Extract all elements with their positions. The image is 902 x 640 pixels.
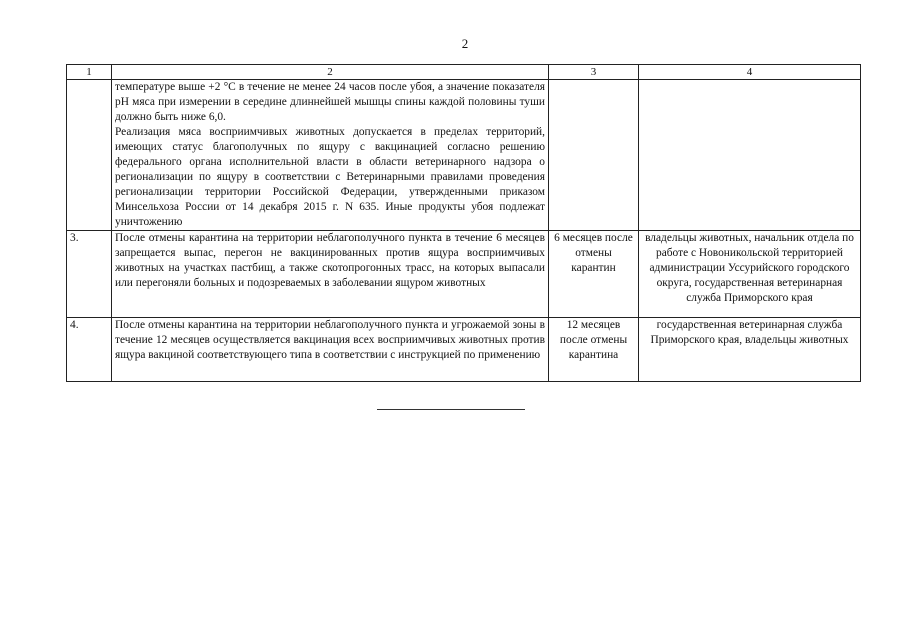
column-header-2: 2 xyxy=(112,65,549,80)
table-header-row xyxy=(67,65,861,80)
term-cell: 6 месяцев после отмены карантин xyxy=(549,231,639,318)
table-row xyxy=(67,318,861,382)
closing-rule xyxy=(377,409,525,410)
page-number: 2 xyxy=(461,36,469,51)
column-header-1: 1 xyxy=(67,65,112,80)
row-number xyxy=(67,80,112,231)
responsible-cell xyxy=(639,80,861,231)
measure-paragraph-1: температуре выше +2 °С в течение не менее 24 часов после убоя, а значение показателя рН мяса при измерении в середине длиннейшей мышцы спины каждой половины туши должно быть ниже 6,0. xyxy=(115,81,545,123)
responsible-cell: государственная ветеринарная служба Приморского края, владельцы животных xyxy=(639,318,861,382)
measures-table xyxy=(66,64,861,382)
table-row xyxy=(67,231,861,318)
term-cell: 12 месяцев после отмены карантина xyxy=(549,318,639,382)
measure-text: После отмены карантина на территории неблагополучного пункта в течение 6 месяцев запрещается выпас, перегон не вакцинированных против ящура восприимчивых животных на участках пастбищ, а также скотопрогонных трасс, на которых выпасали или перегоняли больных и подозреваемых в заболевании ящуром животных xyxy=(112,231,549,318)
measure-paragraph-2: Реализация мяса восприимчивых животных допускается в пределах территорий, имеющих статус благополучных по ящуру с вакцинацией согласно решению федерального органа исполнительной власти в области ветеринарного надзора о регионализации по ящуру в соответствии с Ветеринарными правилами проведения регионализации территории Российской Федерации, утвержденными приказом Минсельхоза России от 14 декабря 2015 г. N 635. Иные продукты убоя подлежат уничтожению xyxy=(115,126,545,228)
measure-text xyxy=(112,80,549,231)
column-header-4: 4 xyxy=(639,65,861,80)
column-header-3: 3 xyxy=(549,65,639,80)
table-row-continuation xyxy=(67,80,861,231)
term-cell xyxy=(549,80,639,231)
measure-text: После отмены карантина на территории неблагополучного пункта и угрожаемой зоны в течение 12 месяцев осуществляется вакцинация всех восприимчивых животных против ящура вакциной соответствующего типа в соответствии с инструкцией по применению xyxy=(112,318,549,382)
row-number: 4. xyxy=(67,318,112,382)
responsible-cell: владельцы животных, начальник отдела по работе с Новоникольской территорией администрации Уссурийского городского округа, государственная ветеринарная служба Приморского края xyxy=(639,231,861,318)
row-number: 3. xyxy=(67,231,112,318)
